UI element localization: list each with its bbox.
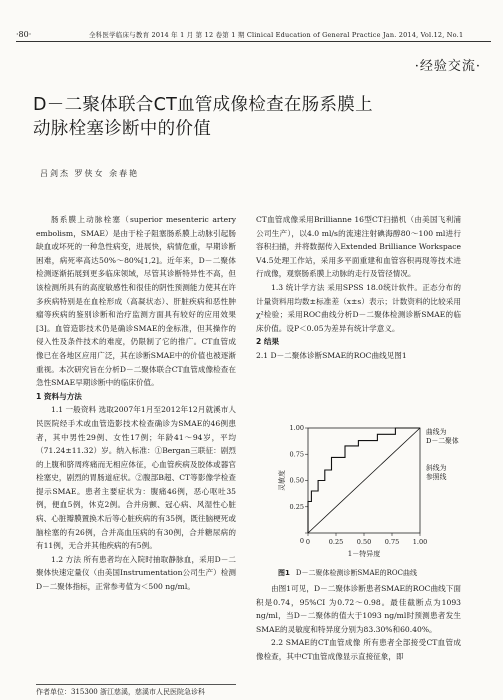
paragraph: 1.2 方法 所有患者均在入院时抽取静脉血，采用D－二聚体快速定量仪（由美国Instrumentation公司生产）检测D－二聚体指标，正常参考值为＜500 ng/ml。 [36,554,236,592]
section-label: ·经验交流· [414,59,481,74]
journal-info: 全科医学临床与教育 2014 年 1 月 第 12 卷第 1 期 Clinical Education of General Practice Jan. 2014, Vol.12, No.1 [88,31,464,39]
y-axis-label: 灵敏度 [278,470,286,491]
paragraph: 2.2 SMAE的CT血管成像 所有患者全部接受CT血管成像检查，其中CT血管成像显示直接征象，即 [256,638,461,661]
section-heading: 2 结果 [256,337,280,347]
x-tick-label: 1.00 [412,538,428,546]
x-tick-label: 0.50 [356,538,372,546]
authors: 吕剑杰 罗侠女 余春艳 [40,169,140,178]
paragraph: 由图1可见，D－二聚体诊断患者SMAE的ROC曲线下面积是0.74，95%CI 为0.72～0.98。最佳截断点为1093 ng/ml，当D－二聚体的值大于1093 ng/ml时预测患者发生SMAE的灵敏度和特异度分别为83.30%和60.40%。 [256,584,461,634]
origin-label: 0 [299,537,305,545]
y-tick-label: 1.00 [289,424,304,433]
right-column-top [256,213,461,363]
y-tick-label: 0.50 [289,476,304,485]
y-tick-label: 0.75 [289,450,304,459]
legend-entry: 参照线 [426,473,447,481]
legend-entry: 斜线为 [426,464,447,472]
title-line: D－二聚体联合CT血管成像检查在肠系膜上 [33,95,373,115]
author-affiliation: 作者单位：315300 浙江慈溪，慈溪市人民医院急诊科 [36,684,236,697]
section-heading: 1 资料与方法 [36,391,82,401]
x-tick-label: 0.75 [384,538,400,546]
x-axis-label: 1－特异度 [347,550,381,558]
figure-caption-text: D－二聚体检测诊断SMAE的ROC曲线 [295,569,417,577]
right-column-bottom [256,582,461,664]
roc-chart [268,405,478,565]
header-rule [16,41,491,42]
page-number: ·80· [16,30,32,39]
y-tick-label: 0.25 [289,502,304,511]
figure-label: 图1 [278,569,290,577]
figure-caption [278,568,417,578]
paragraph: CT血管成像采用Brillianne 16型CT扫描机（由美国飞利浦公司生产），以4.0 ml/s的流速注射碘海醇80～100 ml进行容积扫描，并将数据传入Extended Brilliance Workspace V4.5处理工作站，采用多平面重建和血管容积再现等技术进行成像，观察肠系膜上动脉的走行及管径情况。 [256,215,461,279]
x-tick-label: 0 [305,538,311,546]
paragraph: 1.3 统计学方法 采用SPSS 18.0统计软件。正态分布的计量资料用均数±标准差（x±s）表示；计数资料的比较采用χ²检验；采用ROC曲线分析D－二聚体检测诊断SMAE的临床价值。设P＜0.05为差异有统计学意义。 [256,282,461,333]
paragraph: 1.1 一般资料 选取2007年1月至2012年12月就溪市人民医院经手术或血管造影技术检查确诊为SMAE的46例患者，其中男性29例、女性17例；年龄41～94岁，平均（71.24±11.32）岁。纳入标准：①Bergan三联征：剧烈的上腹和脐周疼痛而无相应体征，心血管疾病及胶体或器官栓塞史，剧烈的胃肠道症状。②腹部B超、CT等影像学检查提示SMAE。患者主要症状为：腹痛46例，恶心呕吐35例，便血5例，休克2例。合并房颤、冠心病、风湿性心脏病、心脏瓣膜置换术后等心脏疾病的有35例，既往脑梗死或脑栓塞的有26例，合并高血压病的有30例，合并糖尿病的有11例，无合并其他疾病的有5例。 [36,405,236,551]
x-tick-label: 0.25 [328,538,344,546]
subsection-heading: 2.1 D－二聚体诊断SMAE的ROC曲线见图1 [256,350,407,360]
paragraph: 肠系膜上动脉栓塞（superior mesenteric artery embolism，SMAE）是由于栓子阻塞肠系膜上动脉引起肠缺血或坏死的一种急性病变，进展快，病情危重，早期诊断困难，病死率高达50%～80%[1,2]。近年来，D－二聚体检测逐渐拓展到更多临床领域，尽管其诊断特异性不高，但该检测所具有的高度敏感性和很佳的阴性预测能力使其在许多疾病特别是在血栓形成（高凝状态）、肝脏疾病和恶性肿瘤等疾病的鉴别诊断和治疗监测方面具有较好的应用效果[3]。血管造影技术仍是确诊SMAE的金标准，但其操作的侵入性及条件技术的难度，仍限制了它的推广。CT血管成像已在各地区应用广泛，其在诊断SMAE中的价值也被逐渐重视。本次研究旨在分析D－二聚体联合CT血管成像检查在急性SMAE早期诊断中的临床价值。 [36,215,236,388]
running-header [16,30,491,39]
legend-entry: D－二聚体 [426,437,459,445]
roc-chart-svg [268,405,478,565]
article-title [33,93,373,141]
legend-entry: 曲线为 [426,428,447,436]
title-line: 动脉栓塞诊断中的价值 [33,119,211,139]
left-column [36,213,236,594]
